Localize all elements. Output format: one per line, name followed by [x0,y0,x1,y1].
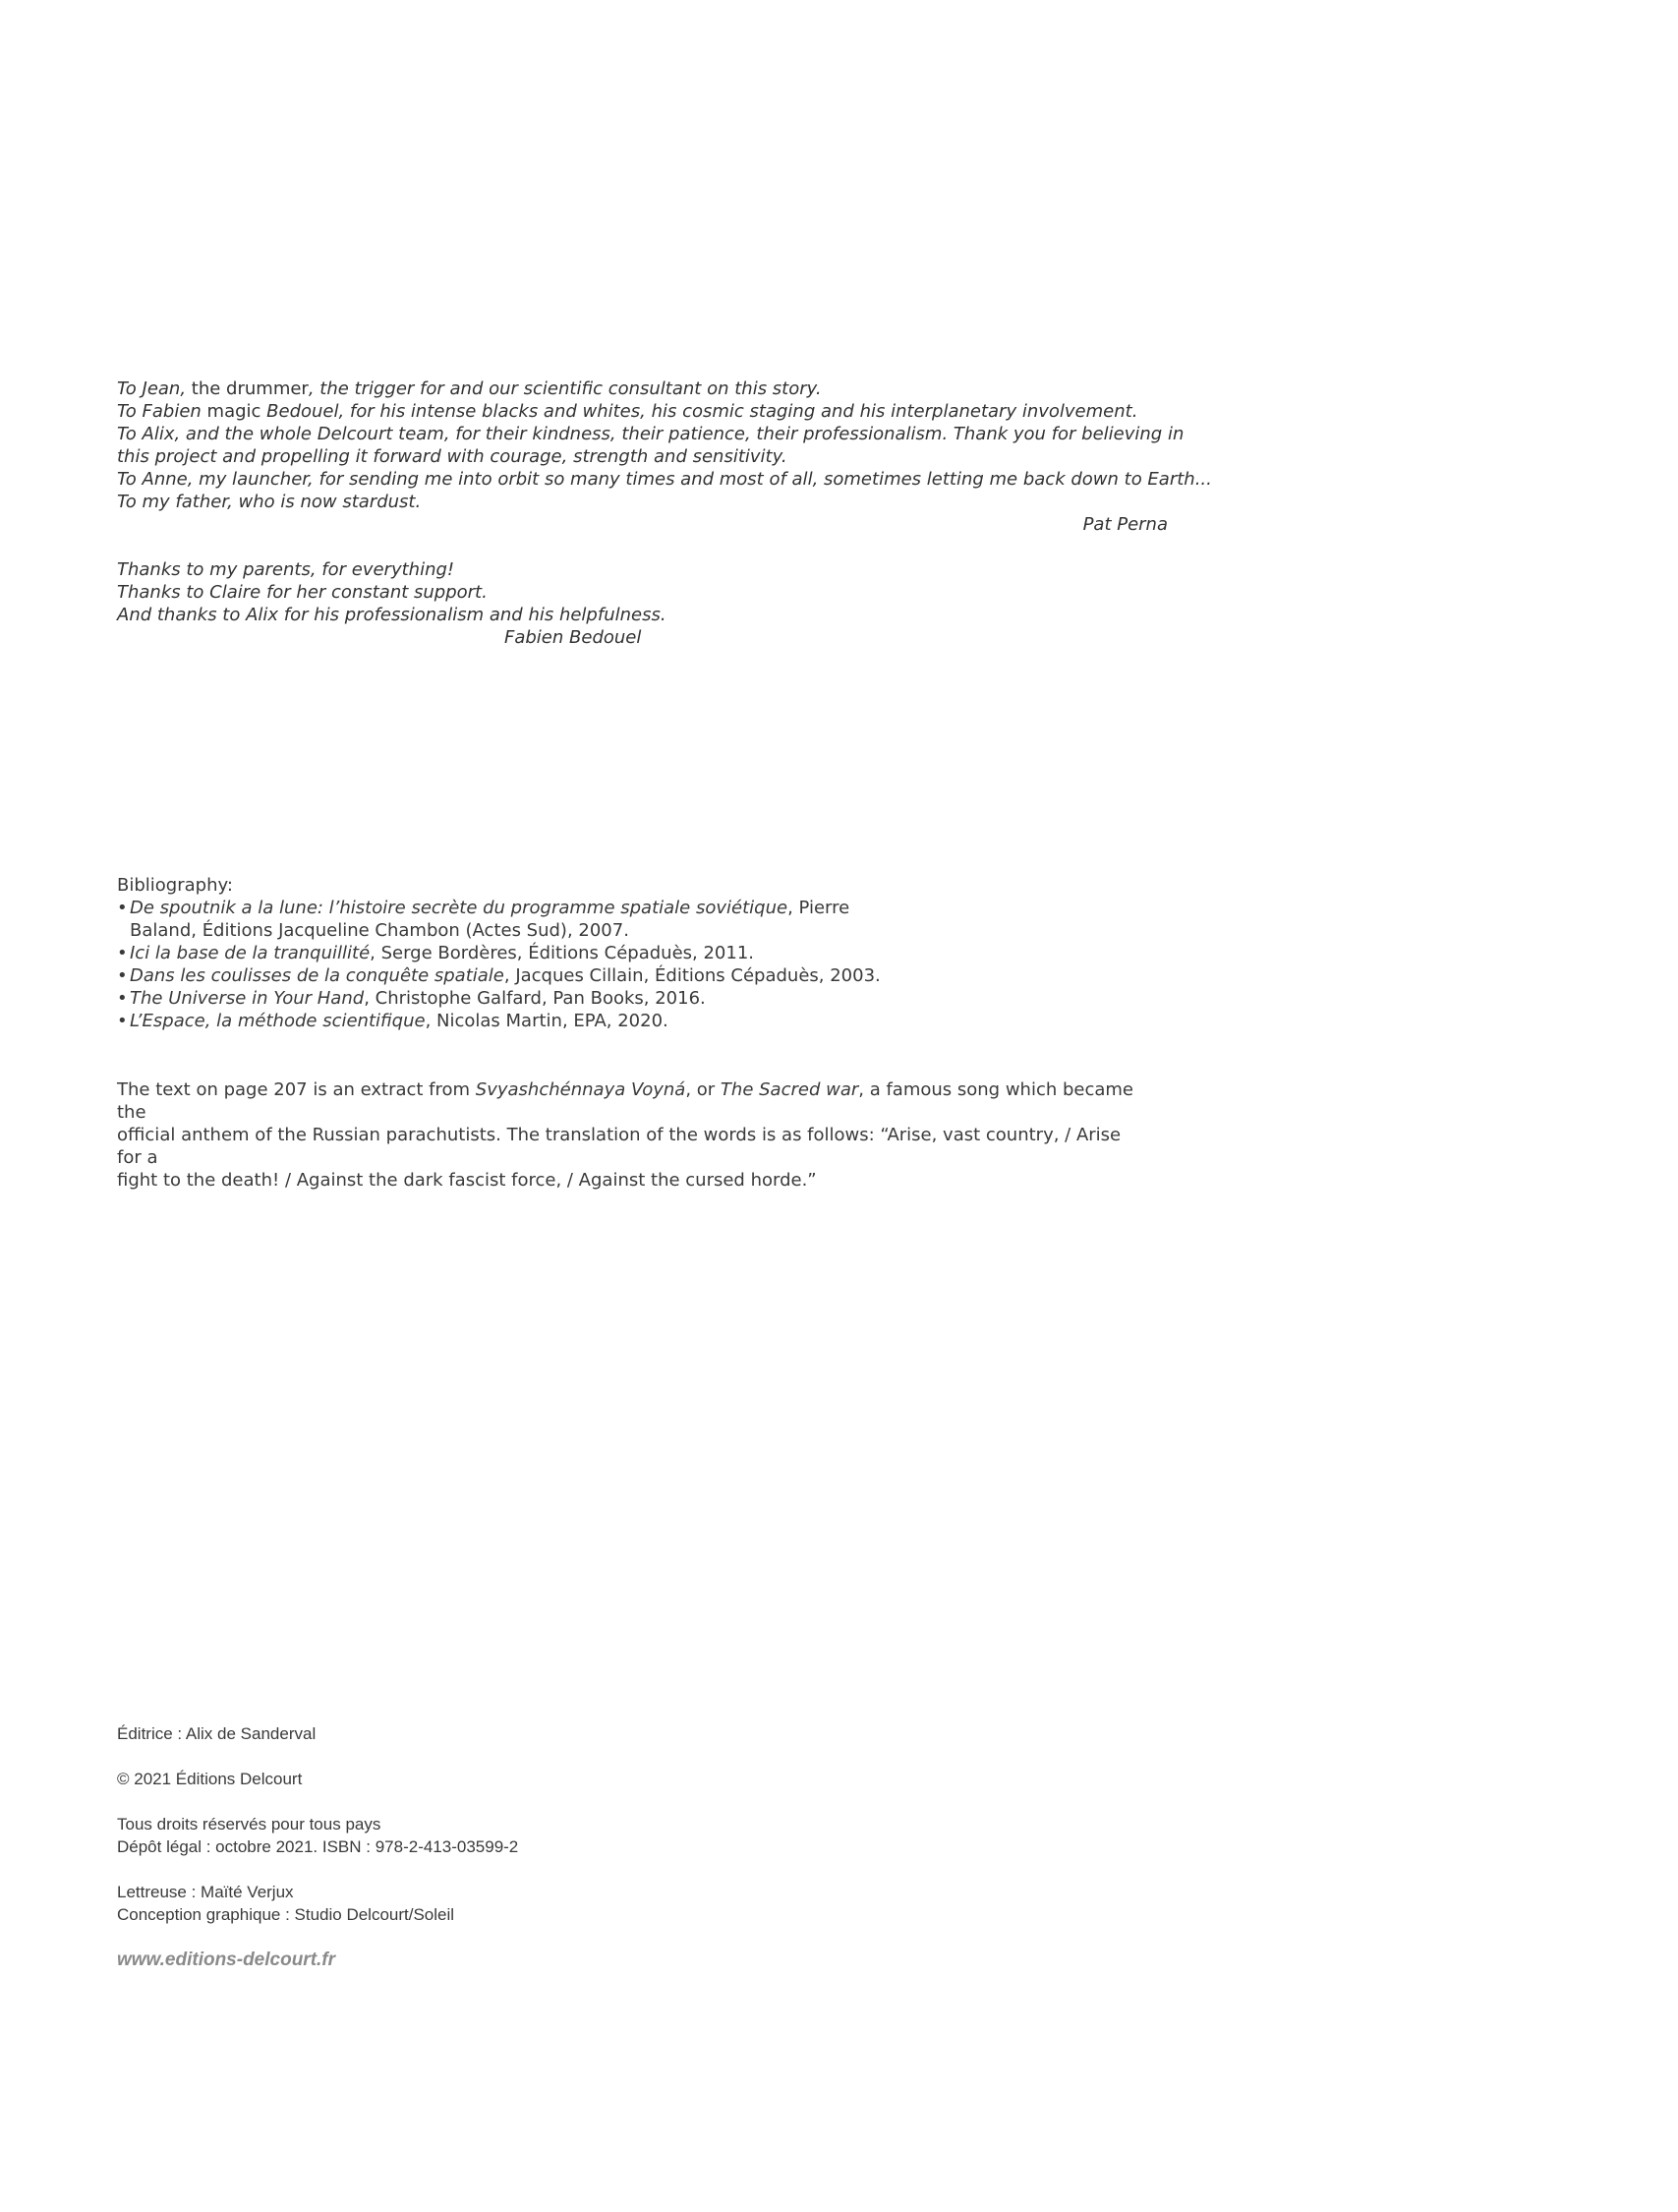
dedication-line-alix: To Alix, and the whole Delcourt team, for their kindness, their patience, their professionalism. Thank you for believing in [117,424,1185,444]
bibliography-item: • The Universe in Your Hand, Christophe Galfard, Pan Books, 2016. [117,988,706,1009]
copyright-notice: © 2021 Éditions Delcourt [117,1770,303,1788]
rights-notice: Tous droits réservés pour tous pays [117,1815,381,1834]
design-credit: Conception graphique : Studio Delcourt/Soleil [117,1905,455,1924]
bibliography-item: • Dans les coulisses de la conquête spatiale, Jacques Cillain, Éditions Cépaduès, 2003. [117,965,881,986]
legal-deposit-isbn: Dépôt légal : octobre 2021. ISBN : 978-2-413-03599-2 [117,1837,519,1856]
bibliography-block [117,874,1100,1032]
signature-pat-perna: Pat Perna [1082,514,1168,535]
bibliography-item: • Ici la base de la tranquillité, Serge Bordères, Éditions Cépaduès, 2011. [117,943,754,963]
dedication-line-anne: To Anne, my launcher, for sending me into orbit so many times and most of all, sometimes letting me back down to Earth... [117,469,1212,490]
dedication-line-jean: To Jean, the drummer, the trigger for and our scientific consultant on this story. [117,378,822,399]
dedication-line-father: To my father, who is now stardust. [117,492,422,512]
editrice-credit: Éditrice : Alix de Sanderval [117,1724,317,1743]
song-note-line-2: official anthem of the Russian parachutists. The translation of the words is as follows: “Arise, vast country, / Arise for a [117,1125,1122,1168]
colophon-block [117,1722,805,1926]
bibliography-heading: Bibliography: [117,875,233,896]
dedication-block [117,378,1212,649]
song-note-line-3: fight to the death! / Against the dark fascist force, / Against the cursed horde.” [117,1170,817,1191]
bibliography-item: • L’Espace, la méthode scientifique, Nicolas Martin, EPA, 2020. [117,1011,668,1031]
thanks-line-claire: Thanks to Claire for her constant support. [117,582,488,603]
signature-fabien-bedouel: Fabien Bedouel [504,627,642,648]
dedication-line-fabien: To Fabien magic Bedouel, for his intense blacks and whites, his cosmic staging and his interplanetary involvement. [117,401,1138,422]
bibliography-item: • De spoutnik a la lune: l’histoire secrète du programme spatiale soviétique, Pierre Baland, Éditions Jacqueline Chambon (Actes Sud), 2007. [117,898,850,941]
song-note-line-1: The text on page 207 is an extract from Svyashchénnaya Voyná, or The Sacred war, a famous song which became the [117,1079,1134,1123]
dedication-line-alix-cont: this project and propelling it forward with courage, strength and sensitivity. [117,446,787,467]
publisher-website-link[interactable]: www.editions-delcourt.fr [117,1950,336,1970]
lettreuse-credit: Lettreuse : Maïté Verjux [117,1883,294,1901]
thanks-line-alix: And thanks to Alix for his professionalism and his helpfulness. [117,605,666,625]
song-note [117,1078,1139,1192]
thanks-line-parents: Thanks to my parents, for everything! [117,559,455,580]
